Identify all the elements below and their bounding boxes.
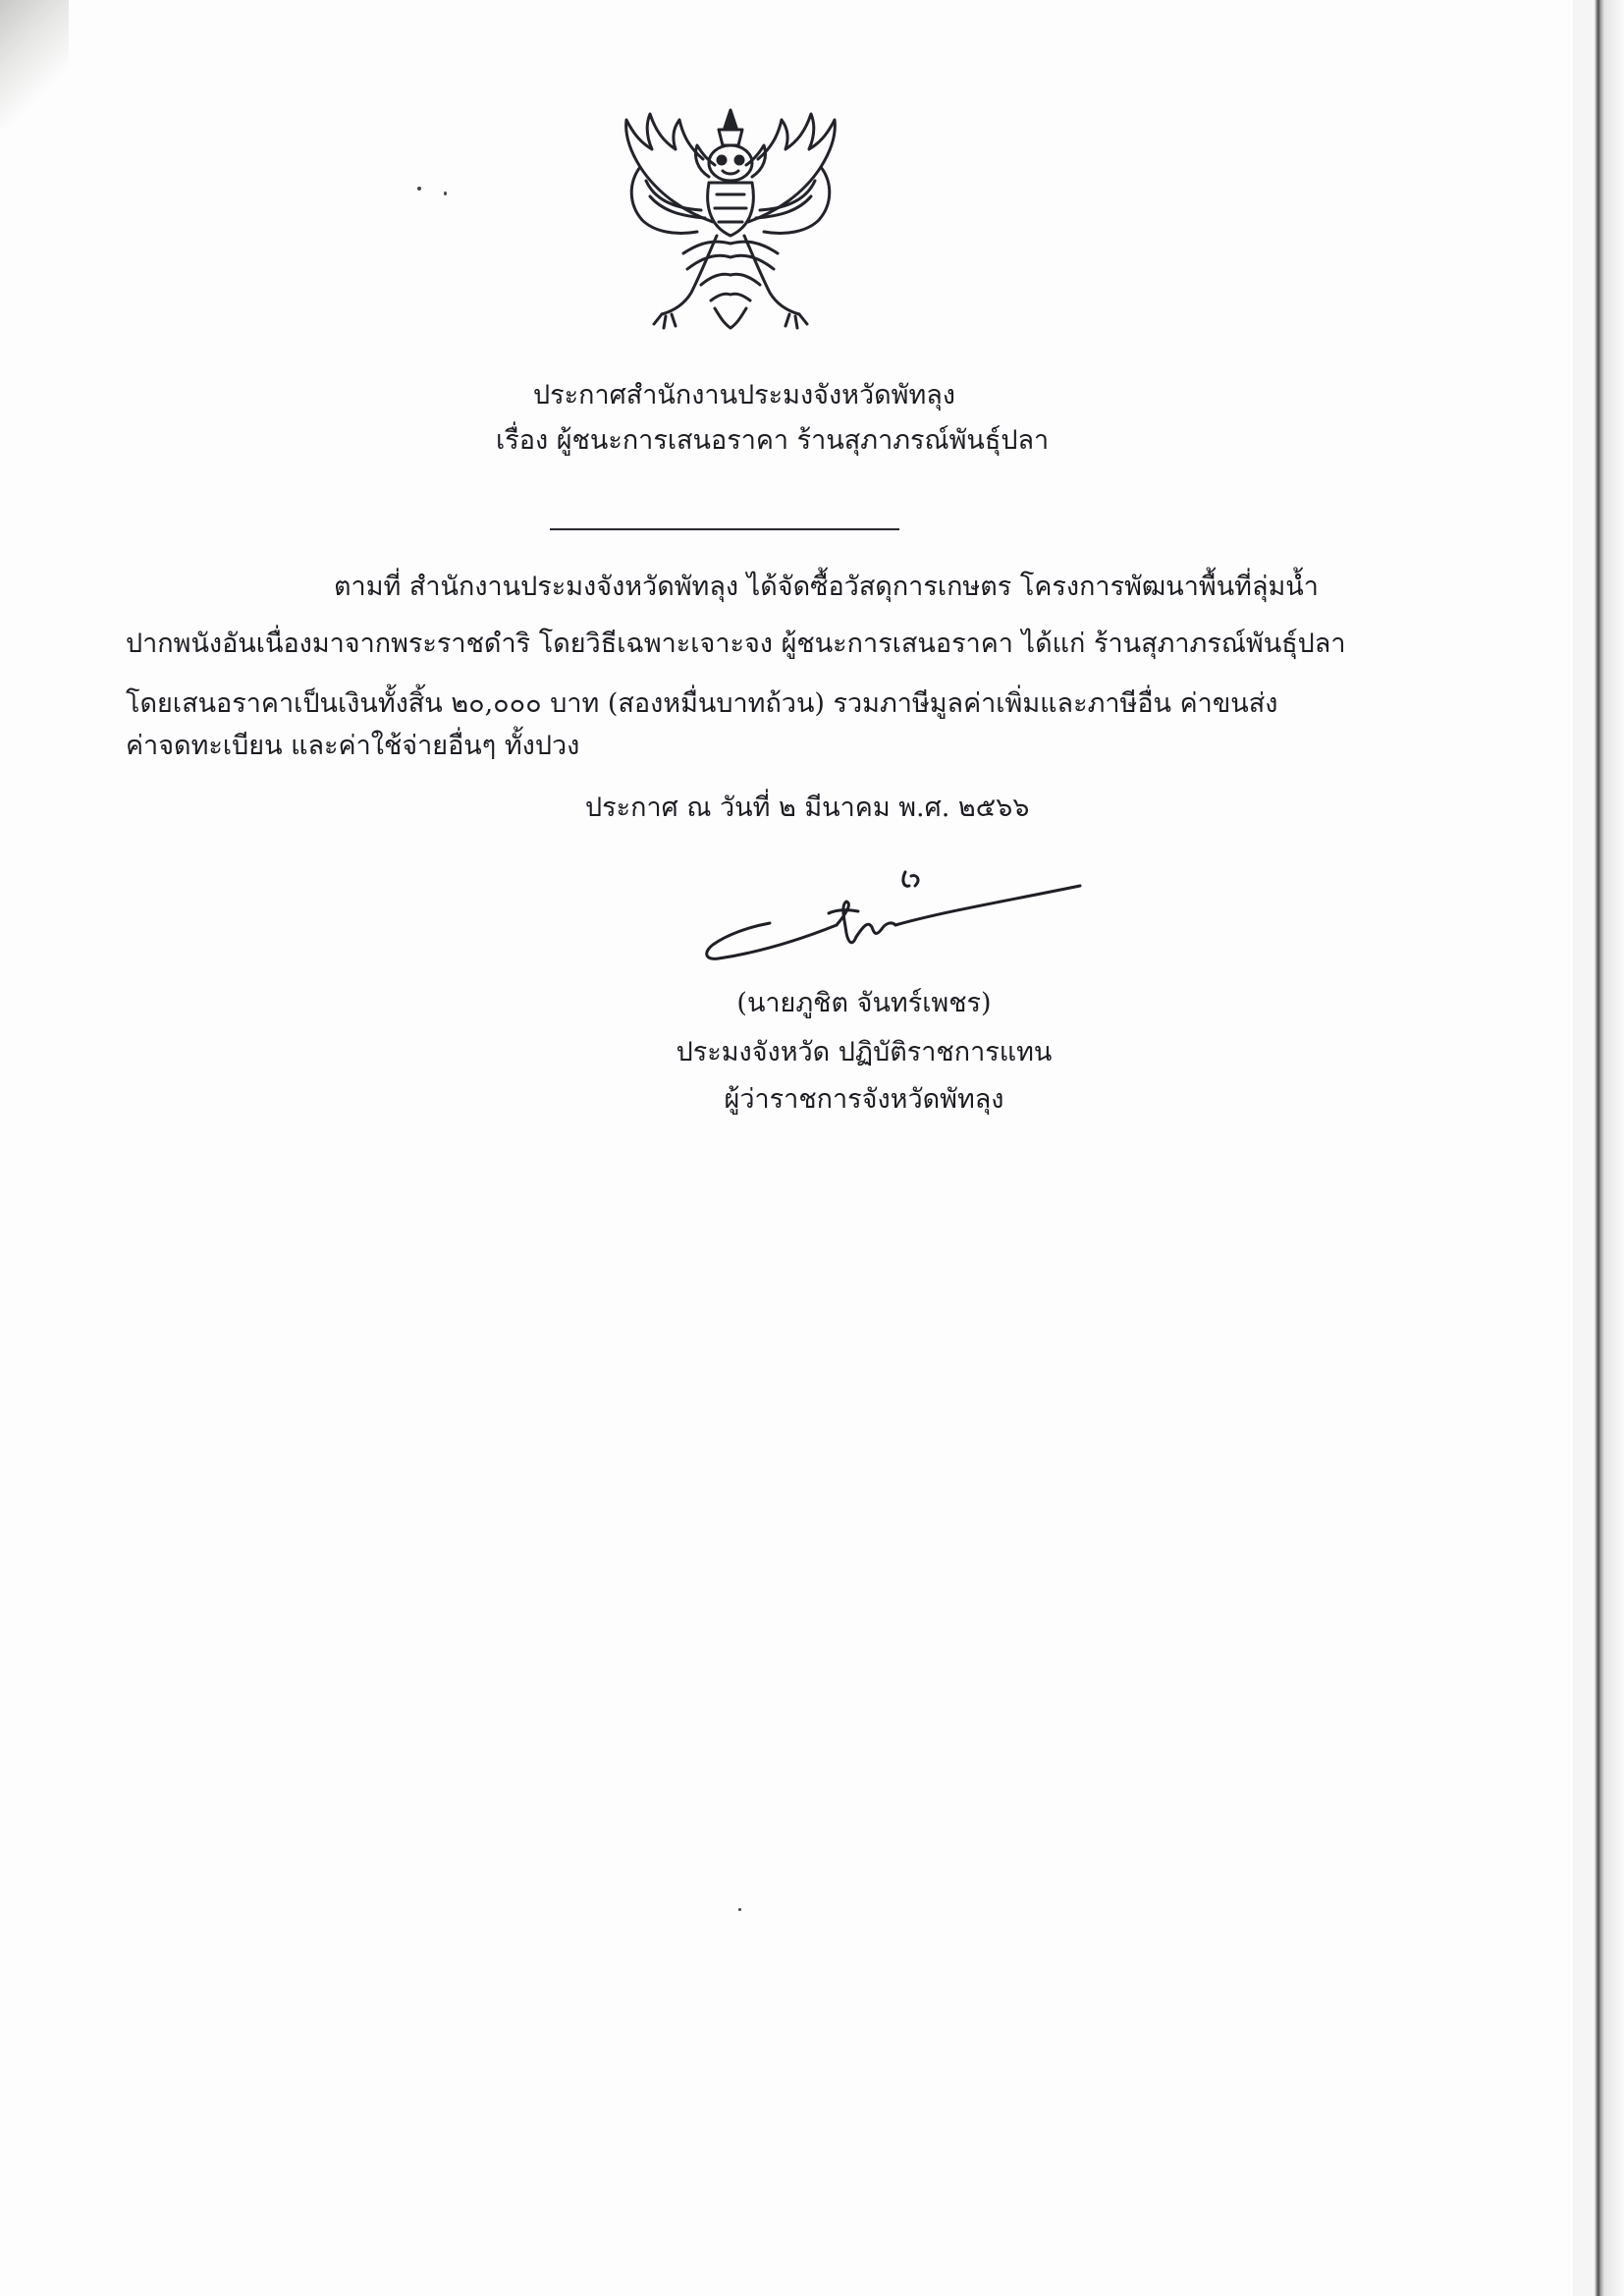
garuda-emblem-icon (607, 106, 854, 334)
scan-speck (738, 1908, 741, 1911)
body-line-3: โดยเสนอราคาเป็นเงินทั้งสิ้น ๒๐,๐๐๐ บาท (สองหมื่นบาทถ้วน) รวมภาษีมูลค่าเพิ่มและภาษีอื่น ค่าขนส่ง (126, 688, 1278, 719)
scan-speck (444, 191, 447, 195)
scan-shadow (0, 0, 69, 128)
page-title: ประกาศสำนักงานประมงจังหวัดพัทลุง (533, 380, 955, 410)
scan-speck (417, 187, 421, 191)
signatory-position: ประมงจังหวัด ปฏิบัติราชการแทน (676, 1037, 1053, 1067)
announcement-date: ประกาศ ณ วันที่ ๒ มีนาคม พ.ศ. ๒๕๖๖ (585, 793, 1030, 823)
body-line-1: ตามที่ สำนักงานประมงจังหวัดพัทลุง ได้จัดซื้อวัสดุการเกษตร โครงการพัฒนาพื้นที่ลุ่มน้ำ (334, 572, 1319, 602)
divider (550, 528, 899, 530)
signatory-on-behalf-of: ผู้ว่าราชการจังหวัดพัทลุง (724, 1084, 1004, 1115)
subject-line: เรื่อง ผู้ชนะการเสนอราคา ร้านสุภาภรณ์พันธุ์ปลา (496, 425, 1050, 456)
scan-page-edge (1573, 0, 1624, 2296)
body-line-4: ค่าจดทะเบียน และค่าใช้จ่ายอื่นๆ ทั้งปวง (126, 731, 580, 761)
signatory-name: (นายภูชิต จันทร์เพชร) (736, 988, 992, 1018)
body-line-2: ปากพนังอันเนื่องมาจากพระราชดำริ โดยวิธีเฉพาะเจาะจง ผู้ชนะการเสนอราคา ได้แก่ ร้านสุภาภรณ์พันธุ์ปลา (126, 629, 1346, 659)
handwritten-signature (699, 864, 1092, 972)
